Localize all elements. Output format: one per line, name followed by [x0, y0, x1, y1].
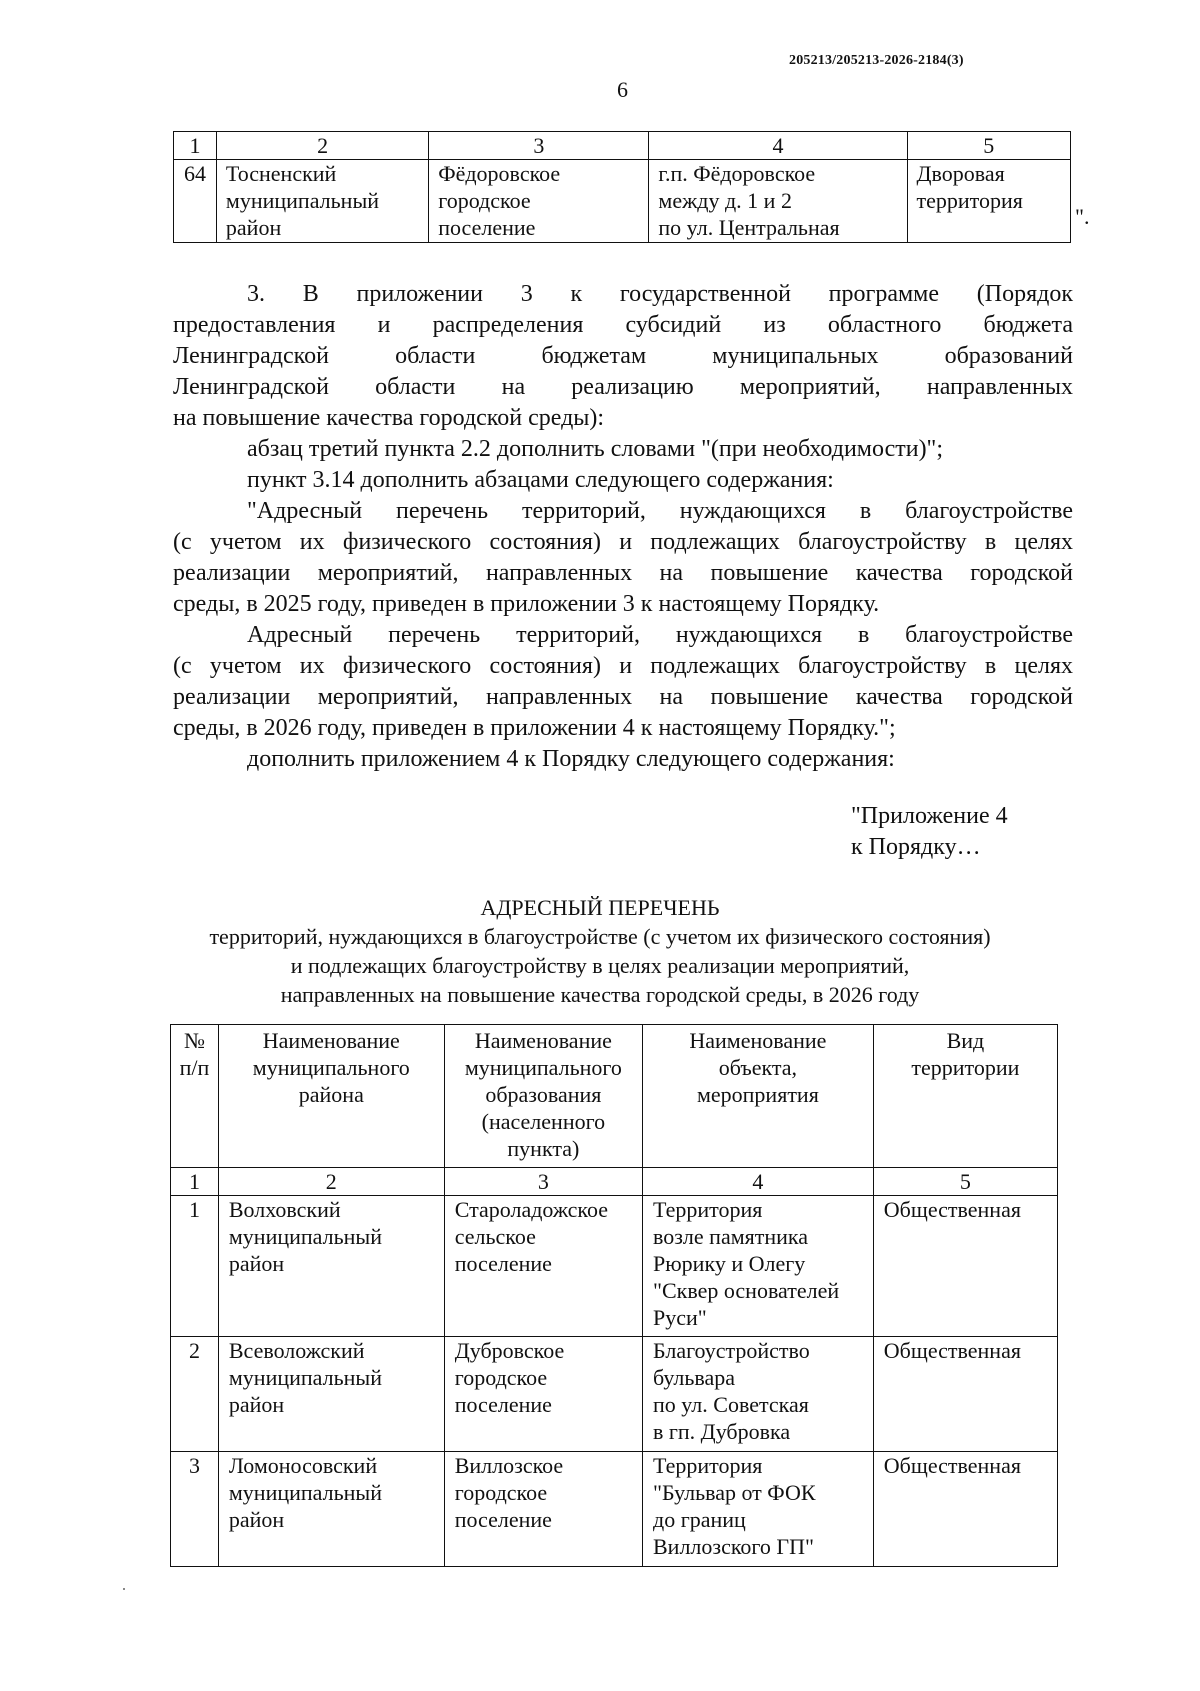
row-number: 64: [174, 160, 217, 243]
territory-type-cell: Общественная: [873, 1452, 1057, 1567]
header-territory-type: Вид территории: [873, 1025, 1057, 1168]
object-cell: Территория возле памятника Рюрику и Олегу "Сквер основателей Руси": [643, 1196, 874, 1337]
table-header-row: [174, 132, 1071, 160]
column-number: 1: [174, 132, 217, 160]
column-number: 5: [873, 1168, 1057, 1196]
territory-type-cell: Общественная: [873, 1196, 1057, 1337]
territory-type-cell: Дворовая территория: [907, 160, 1070, 243]
column-number: 4: [649, 132, 907, 160]
object-cell: Благоустройство бульвара по ул. Советская в гп. Дубровка: [643, 1337, 874, 1452]
paragraph-quote-2026: Адресный перечень территорий, нуждающихся в благоустройстве (с учетом их физического состояния) и подлежащих благоустройству в целях реализации мероприятий, направленных на повышение качества городской среды, в 2026 году, приведен в приложении 4 к настоящему Порядку.";: [173, 622, 1073, 741]
paragraph-abzac: абзац третий пункта 2.2 дополнить словами "(при необходимости)";: [247, 436, 944, 462]
paragraph-3: 3. В приложении 3 к государственной программе (Порядок предоставления и распределения субсидий из областного бюджета Ленинградской области бюджетам муниципальных образований Ленинградской области на реализацию мероприятий, направленных на повышение качества городской среды):: [173, 281, 1073, 431]
row-number: 3: [171, 1452, 219, 1567]
column-numbers-row: [171, 1168, 1058, 1196]
header-number: № п/п: [171, 1025, 219, 1168]
column-number: 2: [218, 1168, 444, 1196]
paragraph-append: дополнить приложением 4 к Порядку следующего содержания:: [247, 746, 895, 772]
municipality-cell: Фёдоровское городское поселение: [429, 160, 649, 243]
header-district: Наименование муниципального района: [218, 1025, 444, 1168]
district-cell: Тосненский муниципальный район: [216, 160, 428, 243]
municipality-cell: Виллозское городское поселение: [444, 1452, 642, 1567]
table-header-row: [171, 1025, 1058, 1168]
page-number: 6: [617, 77, 628, 102]
column-number: 1: [171, 1168, 219, 1196]
district-cell: Ломоносовский муниципальный район: [218, 1452, 444, 1567]
column-number: 2: [216, 132, 428, 160]
list-title: АДРЕСНЫЙ ПЕРЕЧЕНЬ: [480, 895, 720, 920]
list-subtitle: направленных на повышение качества городской среды, в 2026 году: [280, 982, 920, 1007]
municipality-cell: Староладожское сельское поселение: [444, 1196, 642, 1337]
document-number: 205213/205213-2026-2184(3): [789, 53, 964, 68]
territory-type-cell: Общественная: [873, 1337, 1057, 1452]
table-row: [171, 1337, 1058, 1452]
table-row: [174, 160, 1071, 243]
closing-quote: ".: [1075, 204, 1090, 229]
scan-speck: [123, 1588, 125, 1590]
address-list-table: [170, 1024, 1058, 1567]
column-number: 4: [643, 1168, 874, 1196]
list-subtitle: и подлежащих благоустройству в целях реализации мероприятий,: [290, 953, 910, 978]
column-number: 3: [429, 132, 649, 160]
column-number: 3: [444, 1168, 642, 1196]
district-cell: Волховский муниципальный район: [218, 1196, 444, 1337]
paragraph-punkt: пункт 3.14 дополнить абзацами следующего содержания:: [247, 467, 834, 493]
list-subtitle: территорий, нуждающихся в благоустройстве (с учетом их физического состояния): [209, 924, 991, 949]
row-number: 2: [171, 1337, 219, 1452]
municipality-cell: Дубровское городское поселение: [444, 1337, 642, 1452]
continuation-table: [173, 131, 1071, 243]
object-cell: Территория "Бульвар от ФОК до границ Виллозского ГП": [643, 1452, 874, 1567]
row-number: 1: [171, 1196, 219, 1337]
table-row: [171, 1196, 1058, 1337]
header-object: Наименование объекта, мероприятия: [643, 1025, 874, 1168]
object-cell: г.п. Фёдоровское между д. 1 и 2 по ул. Центральная: [649, 160, 907, 243]
column-number: 5: [907, 132, 1070, 160]
district-cell: Всеволожский муниципальный район: [218, 1337, 444, 1452]
appendix-label: "Приложение 4 к Порядку…: [851, 803, 1008, 860]
paragraph-quote-2025: "Адресный перечень территорий, нуждающихся в благоустройстве (с учетом их физического состояния) и подлежащих благоустройству в целях реализации мероприятий, направленных на повышение качества городской среды, в 2025 году, приведен в приложении 3 к настоящему Порядку.: [173, 498, 1073, 617]
header-municipality: Наименование муниципального образования (населенного пункта): [444, 1025, 642, 1168]
table-row: [171, 1452, 1058, 1567]
